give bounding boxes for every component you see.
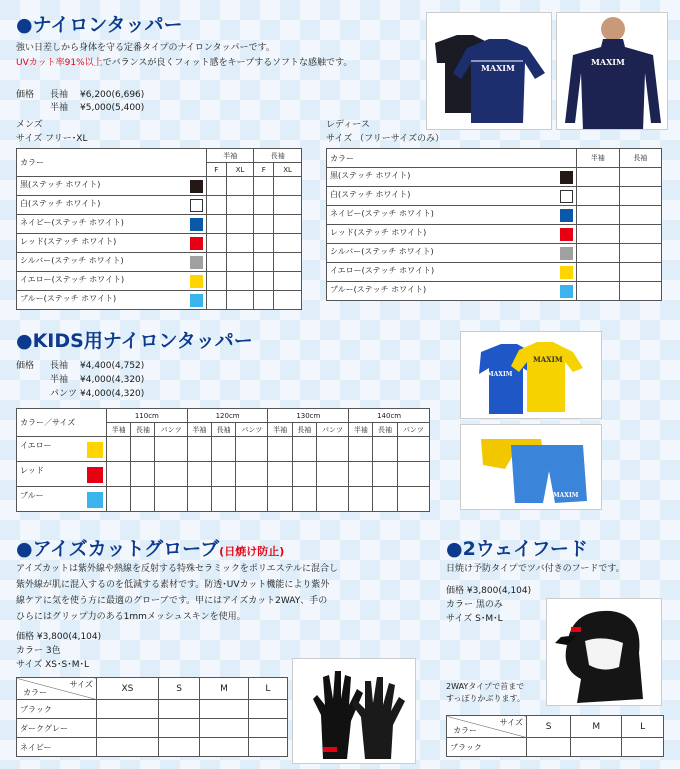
order-cell[interactable]	[207, 291, 227, 310]
order-cell[interactable]	[577, 244, 620, 263]
hood-price: 価格 ¥3,800(4,104)	[446, 586, 532, 596]
order-cell[interactable]	[619, 168, 662, 187]
color-cell	[17, 234, 207, 253]
order-cell[interactable]	[254, 215, 274, 234]
kids-table-head: カラー／サイズ	[17, 409, 107, 437]
order-cell[interactable]	[274, 215, 302, 234]
color-cell	[17, 177, 207, 196]
gloves-desc-4: ひらにはグリップ力のある1mmメッシュスキンを使用。	[16, 612, 246, 622]
kids-price-label: 価格	[16, 361, 35, 371]
xl-header: XL	[274, 163, 302, 177]
hood-color: カラー 黒のみ	[446, 600, 503, 610]
section-title-nylon-tapper: ●ナイロンタッパー	[16, 14, 183, 36]
color-cell: ブラック	[17, 700, 97, 719]
color-name: レッド(ステッチ ホワイト)	[20, 237, 117, 246]
mens-table	[16, 148, 302, 310]
sub-header: パンツ	[236, 423, 268, 437]
order-cell[interactable]	[211, 487, 235, 512]
section-title-kids: ●KIDS用ナイロンタッパー	[16, 330, 253, 352]
gloves-size: サイズ XS･S･M･L	[16, 660, 90, 670]
order-cell[interactable]	[97, 700, 159, 719]
table-row	[17, 738, 288, 757]
order-cell[interactable]	[155, 437, 187, 462]
half-header: 半袖	[207, 149, 254, 163]
color-swatch-icon	[87, 492, 103, 508]
color-name: イエロー(ステッチ ホワイト)	[330, 266, 435, 275]
color-swatch-icon	[560, 285, 573, 298]
order-cell[interactable]	[619, 282, 662, 301]
order-cell[interactable]	[274, 177, 302, 196]
order-cell[interactable]	[274, 272, 302, 291]
hood-photo	[546, 598, 662, 706]
kids-photo-tops	[460, 331, 602, 419]
order-cell[interactable]	[207, 215, 227, 234]
kids-l2: 半袖	[50, 375, 69, 385]
f-header: F	[254, 163, 274, 177]
mens-label: メンズ	[16, 120, 43, 130]
color-cell	[17, 462, 107, 487]
color-cell	[327, 244, 577, 263]
color-cell	[17, 487, 107, 512]
desc-line2-text: でバランスが良くフィット感をキープするソフトな感触です。	[102, 58, 353, 68]
order-cell[interactable]	[200, 719, 248, 738]
order-cell[interactable]	[131, 487, 155, 512]
order-cell[interactable]	[622, 738, 664, 757]
order-cell[interactable]	[577, 282, 620, 301]
order-cell[interactable]	[158, 700, 200, 719]
size-xs: XS	[97, 678, 159, 700]
color-cell	[17, 196, 207, 215]
size-140: 140cm	[349, 409, 430, 423]
color-swatch-icon	[190, 256, 203, 269]
short-label: 半袖	[50, 103, 69, 113]
order-cell[interactable]	[254, 253, 274, 272]
color-swatch-icon	[560, 171, 573, 184]
order-cell[interactable]	[97, 738, 159, 757]
order-cell[interactable]	[268, 462, 292, 487]
color-name: 白(ステッチ ホワイト)	[330, 190, 411, 199]
sub-header: パンツ	[316, 423, 348, 437]
size-l: L	[248, 678, 287, 700]
table-row	[17, 462, 430, 487]
table-row	[17, 253, 302, 272]
kids-p3: ¥4,000(4,320)	[80, 389, 145, 399]
color-cell: ブラック	[447, 738, 527, 757]
gloves-desc-2: 紫外線が肌に混入するのを低減する素材です。防透･UVカット機能により紫外	[16, 580, 330, 590]
color-swatch-icon	[190, 218, 203, 231]
brand-logo-5: MAXIM	[553, 492, 579, 499]
gloves-price: 価格 ¥3,800(4,104)	[16, 632, 102, 642]
order-cell[interactable]	[619, 263, 662, 282]
order-cell[interactable]	[200, 700, 248, 719]
order-cell[interactable]	[158, 738, 200, 757]
color-cell	[327, 225, 577, 244]
order-cell[interactable]	[274, 291, 302, 310]
ladies-size: サイズ （フリーサイズのみ）	[326, 134, 445, 144]
color-cell	[327, 282, 577, 301]
section-title-gloves	[16, 534, 284, 561]
product-photo-tappers	[426, 12, 552, 130]
order-cell[interactable]	[226, 291, 254, 310]
kids-table	[16, 408, 430, 512]
order-cell[interactable]	[107, 487, 131, 512]
table-row	[17, 487, 430, 512]
corner-size: サイズ	[499, 718, 523, 727]
size-120: 120cm	[187, 409, 268, 423]
color-cell	[17, 215, 207, 234]
color-swatch-icon	[87, 467, 103, 483]
order-cell[interactable]	[619, 225, 662, 244]
order-cell[interactable]	[207, 234, 227, 253]
order-cell[interactable]	[577, 168, 620, 187]
color-name: ブルー	[20, 491, 44, 500]
color-swatch-icon	[190, 237, 203, 250]
order-cell[interactable]	[316, 462, 348, 487]
color-cell	[327, 187, 577, 206]
order-cell[interactable]	[107, 437, 131, 462]
order-cell[interactable]	[619, 187, 662, 206]
order-cell[interactable]	[200, 738, 248, 757]
long-header: 長袖	[254, 149, 302, 163]
order-cell[interactable]	[316, 487, 348, 512]
brand-logo: MAXIM	[481, 63, 515, 73]
order-cell[interactable]	[226, 272, 254, 291]
kids-l1: 長袖	[50, 361, 69, 371]
color-swatch-icon	[190, 275, 203, 288]
sub-header: 半袖	[187, 423, 211, 437]
order-cell[interactable]	[248, 738, 287, 757]
order-cell[interactable]	[254, 272, 274, 291]
color-swatch-icon	[560, 228, 573, 241]
order-cell[interactable]	[226, 253, 254, 272]
order-cell[interactable]	[131, 437, 155, 462]
table-row	[17, 177, 302, 196]
kids-p1: ¥4,400(4,752)	[80, 361, 145, 371]
color-swatch-icon	[87, 442, 103, 458]
order-cell[interactable]	[577, 263, 620, 282]
table-row	[447, 738, 664, 757]
sub-header: パンツ	[397, 423, 429, 437]
order-cell[interactable]	[397, 437, 429, 462]
gloves-photo	[292, 658, 416, 764]
price-label: 価格	[16, 90, 35, 100]
order-cell[interactable]	[619, 206, 662, 225]
order-cell[interactable]	[274, 253, 302, 272]
sub-header: パンツ	[155, 423, 187, 437]
order-cell[interactable]	[571, 738, 622, 757]
color-cell	[17, 253, 207, 272]
order-cell[interactable]	[187, 487, 211, 512]
size-l: L	[622, 716, 664, 738]
table-row	[17, 719, 288, 738]
order-cell[interactable]	[268, 487, 292, 512]
color-cell	[327, 206, 577, 225]
sub-header: 長袖	[373, 423, 397, 437]
sub-header: 長袖	[211, 423, 235, 437]
brand-logo-2: MAXIM	[591, 57, 625, 67]
desc-line1: 強い日差しから身体を守る定番タイプのナイロンタッパーです。	[16, 43, 275, 53]
color-name: 白(ステッチ ホワイト)	[20, 199, 101, 208]
color-name: シルバー(ステッチ ホワイト)	[20, 256, 124, 265]
sub-header: 半袖	[268, 423, 292, 437]
order-cell[interactable]	[577, 225, 620, 244]
order-cell[interactable]	[131, 462, 155, 487]
long-price: ¥6,200(6,696)	[80, 90, 145, 100]
long-header: 長袖	[619, 149, 662, 168]
color-name: ネイビー(ステッチ ホワイト)	[20, 218, 124, 227]
gloves-table-corner	[17, 678, 97, 700]
order-cell[interactable]	[397, 462, 429, 487]
color-swatch-icon	[560, 266, 573, 279]
sub-header: 長袖	[292, 423, 316, 437]
color-cell: ネイビー	[17, 738, 97, 757]
table-row	[17, 196, 302, 215]
kids-photo-pants	[460, 424, 602, 510]
color-cell	[17, 437, 107, 462]
color-name: イエロー(ステッチ ホワイト)	[20, 275, 125, 284]
order-cell[interactable]	[226, 234, 254, 253]
order-cell[interactable]	[254, 291, 274, 310]
long-label: 長袖	[50, 90, 69, 100]
desc-line2	[16, 56, 352, 70]
hood-table-corner	[447, 716, 527, 738]
order-cell[interactable]	[155, 462, 187, 487]
order-cell[interactable]	[207, 272, 227, 291]
hood-table	[446, 715, 664, 757]
section-title-hood: ●2ウェイフード	[446, 538, 588, 560]
order-cell[interactable]	[226, 196, 254, 215]
color-name: レッド(ステッチ ホワイト)	[330, 228, 427, 237]
order-cell[interactable]	[316, 437, 348, 462]
product-photo-model	[556, 12, 668, 130]
order-cell[interactable]	[292, 437, 316, 462]
color-name: 黒(ステッチ ホワイト)	[20, 180, 101, 189]
order-cell[interactable]	[619, 244, 662, 263]
color-name: ネイビー(ステッチ ホワイト)	[330, 209, 434, 218]
order-cell[interactable]	[254, 177, 274, 196]
order-cell[interactable]	[211, 462, 235, 487]
table-row	[327, 244, 662, 263]
order-cell[interactable]	[207, 177, 227, 196]
color-name: ブルー(ステッチ ホワイト)	[20, 294, 117, 303]
gloves-table	[16, 677, 288, 757]
color-cell	[17, 272, 207, 291]
order-cell[interactable]	[226, 177, 254, 196]
color-name: イエロー	[20, 441, 52, 450]
f-header: F	[207, 163, 227, 177]
order-cell[interactable]	[254, 234, 274, 253]
order-cell[interactable]	[207, 196, 227, 215]
size-130: 130cm	[268, 409, 349, 423]
color-name: 黒(ステッチ ホワイト)	[330, 171, 411, 180]
gloves-desc-1: アイズカットは紫外線や熱線を反射する特殊セラミックをポリエステルに混合し	[16, 564, 339, 574]
order-cell[interactable]	[292, 487, 316, 512]
order-cell[interactable]	[254, 196, 274, 215]
table-row	[17, 215, 302, 234]
order-cell[interactable]	[248, 700, 287, 719]
order-cell[interactable]	[577, 187, 620, 206]
color-name: レッド	[20, 466, 44, 475]
gloves-desc-3: 線ケアに気を使う方に最適のグローブです。甲にはアイズカット2WAY、手の	[16, 596, 328, 606]
color-name: シルバー(ステッチ ホワイト)	[330, 247, 434, 256]
order-cell[interactable]	[373, 437, 397, 462]
order-cell[interactable]	[207, 253, 227, 272]
table-row	[17, 437, 430, 462]
order-cell[interactable]	[187, 462, 211, 487]
table-row	[327, 282, 662, 301]
kids-l3: パンツ	[50, 389, 78, 399]
size-110: 110cm	[107, 409, 188, 423]
table-row	[327, 225, 662, 244]
mens-size: サイズ フリー･XL	[16, 134, 88, 144]
hood-note-2: すっぽりかぶります。	[446, 694, 525, 703]
table-row	[17, 234, 302, 253]
color-cell	[327, 168, 577, 187]
order-cell[interactable]	[373, 487, 397, 512]
order-cell[interactable]	[349, 437, 373, 462]
hood-size: サイズ S･M･L	[446, 614, 503, 624]
color-swatch-icon	[560, 247, 573, 260]
order-cell[interactable]	[274, 234, 302, 253]
color-header: カラー	[17, 149, 207, 177]
sub-header: 長袖	[131, 423, 155, 437]
color-header: カラー	[327, 149, 577, 168]
order-cell[interactable]	[248, 719, 287, 738]
hood-desc: 日焼け予防タイプでツバ付きのフードです。	[446, 564, 625, 574]
order-cell[interactable]	[236, 437, 268, 462]
corner-color: カラー	[23, 688, 47, 697]
table-row	[17, 291, 302, 310]
sub-header: 半袖	[349, 423, 373, 437]
table-row	[17, 272, 302, 291]
short-price: ¥5,000(5,400)	[80, 103, 145, 113]
order-cell[interactable]	[187, 437, 211, 462]
table-row	[327, 206, 662, 225]
brand-logo-3: MAXIM	[533, 355, 563, 364]
color-swatch-icon	[190, 294, 203, 307]
order-cell[interactable]	[236, 462, 268, 487]
order-cell[interactable]	[268, 437, 292, 462]
table-row	[327, 187, 662, 206]
uv-highlight: UVカット率91%以上	[16, 58, 103, 68]
sub-header: 半袖	[107, 423, 131, 437]
color-cell	[327, 263, 577, 282]
half-header: 半袖	[577, 149, 620, 168]
gloves-color: カラー 3色	[16, 646, 61, 656]
color-swatch-icon	[560, 190, 573, 203]
order-cell[interactable]	[292, 462, 316, 487]
order-cell[interactable]	[373, 462, 397, 487]
order-cell[interactable]	[226, 215, 254, 234]
order-cell[interactable]	[527, 738, 571, 757]
size-s: S	[158, 678, 200, 700]
order-cell[interactable]	[397, 487, 429, 512]
color-swatch-icon	[560, 209, 573, 222]
gloves-title-tag: (日焼け防止)	[219, 545, 285, 558]
hood-note-1: 2WAYタイプで首まで	[446, 682, 525, 691]
order-cell[interactable]	[97, 719, 159, 738]
corner-color: カラー	[453, 726, 477, 735]
order-cell[interactable]	[236, 487, 268, 512]
color-swatch-icon	[190, 180, 203, 193]
brand-logo-4: MAXIM	[487, 371, 513, 378]
size-m: M	[200, 678, 248, 700]
color-cell	[17, 291, 207, 310]
table-row	[17, 700, 288, 719]
size-s: S	[527, 716, 571, 738]
order-cell[interactable]	[158, 719, 200, 738]
ladies-label: レディース	[326, 120, 370, 130]
table-row	[327, 168, 662, 187]
size-m: M	[571, 716, 622, 738]
kids-p2: ¥4,000(4,320)	[80, 375, 145, 385]
order-cell[interactable]	[349, 462, 373, 487]
table-row	[327, 263, 662, 282]
order-cell[interactable]	[107, 462, 131, 487]
order-cell[interactable]	[155, 487, 187, 512]
corner-size: サイズ	[69, 680, 93, 689]
order-cell[interactable]	[274, 196, 302, 215]
xl-header: XL	[226, 163, 254, 177]
gloves-title: ●アイズカットグローブ	[16, 538, 220, 560]
color-swatch-icon	[190, 199, 203, 212]
color-name: ブルー(ステッチ ホワイト)	[330, 285, 427, 294]
color-cell: ダークグレー	[17, 719, 97, 738]
ladies-table	[326, 148, 662, 301]
order-cell[interactable]	[577, 206, 620, 225]
order-cell[interactable]	[349, 487, 373, 512]
order-cell[interactable]	[211, 437, 235, 462]
